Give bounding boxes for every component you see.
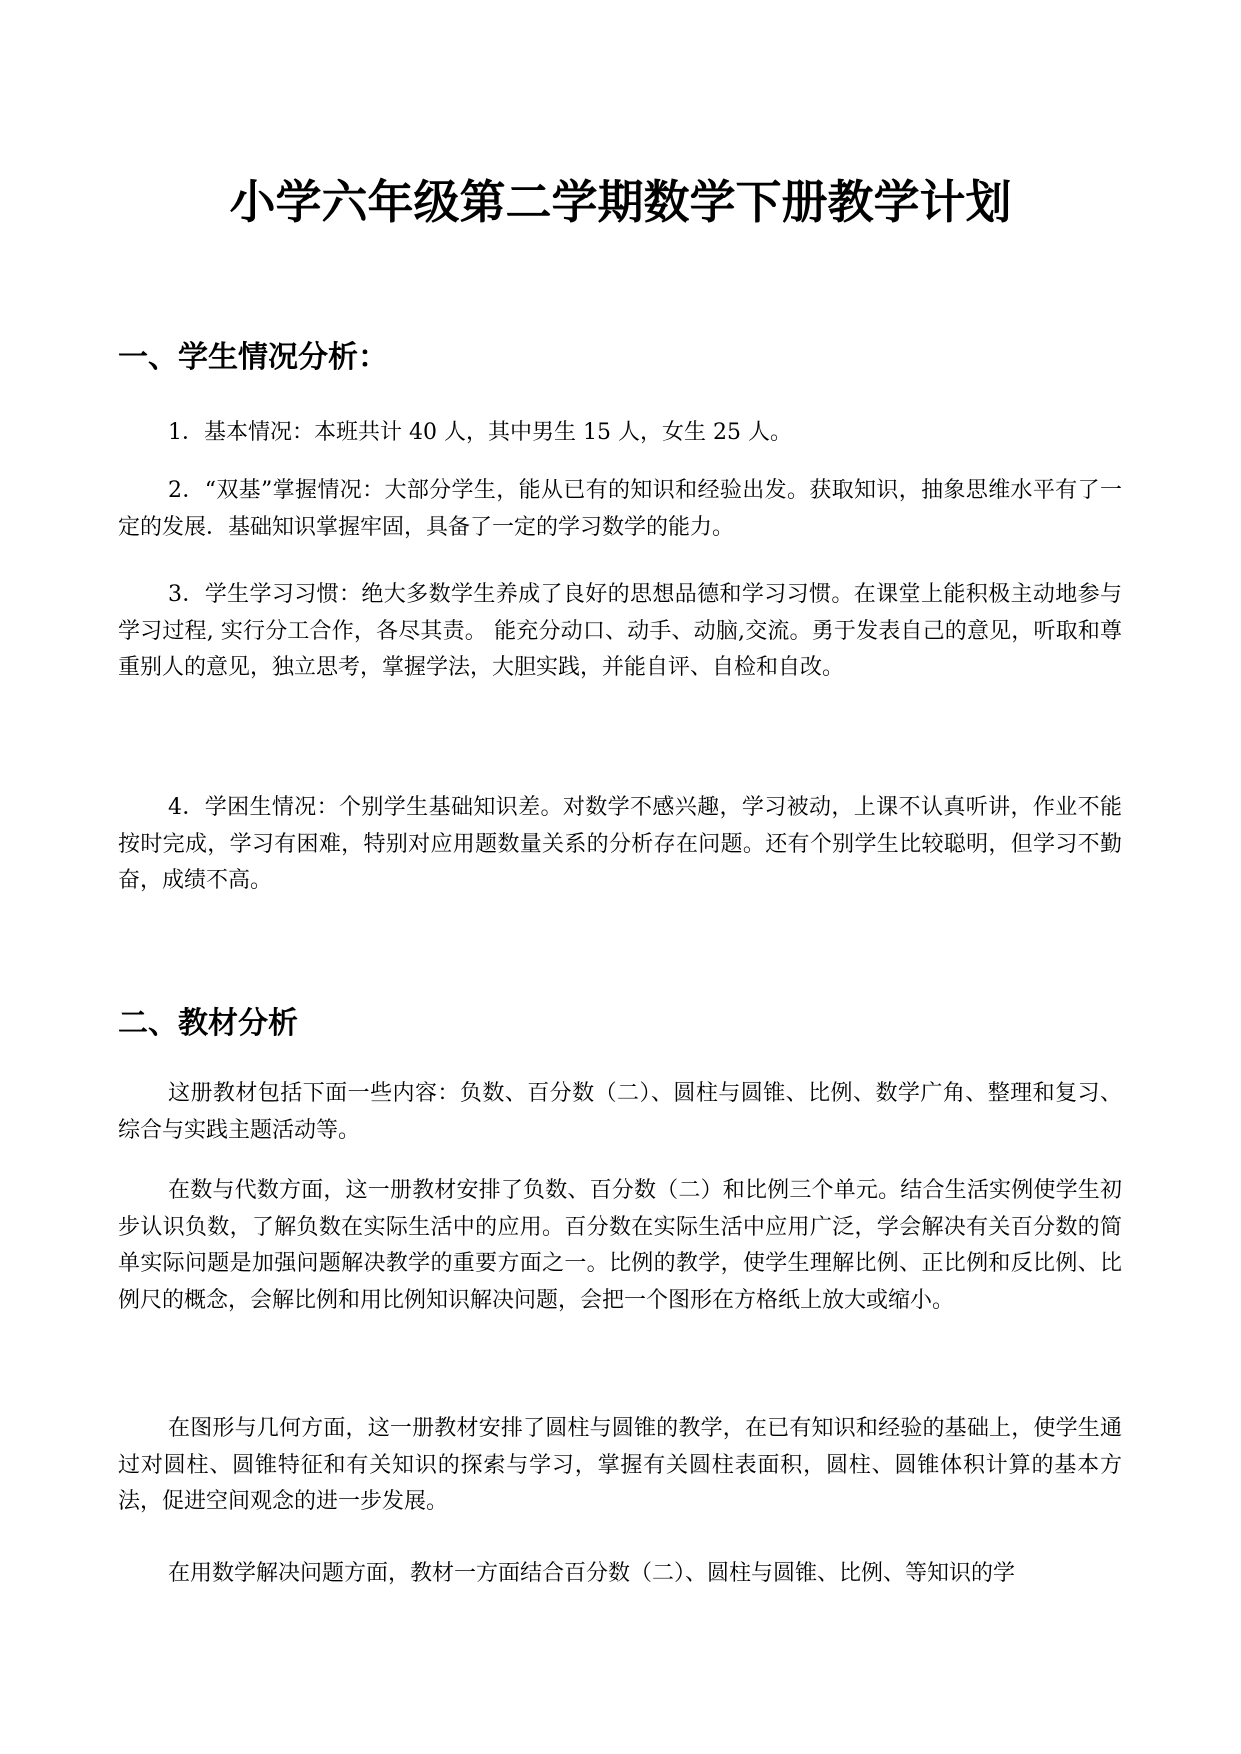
paragraph-problem-solving: 在用数学解决问题方面，教材一方面结合百分数（二）、圆柱与圆锥、比例、等知识的学 (168, 1561, 1016, 1586)
paragraph-geometry: 在图形与几何方面，这一册教材安排了圆柱与圆锥的教学，在已有知识和经验的基础上，使学生通过对圆柱、圆锥特征和有关知识的探索与学习，掌握有关圆柱表面积，圆柱、圆锥体积计算的基本方法，促进空间观念的进一步发展。 (118, 1416, 1122, 1514)
page-title: 小学六年级第二学期数学下册教学计划 (229, 175, 1012, 229)
paragraph-double-basics: 2．“双基”掌握情况：大部分学生，能从已有的知识和经验出发。获取知识，抽象思维水平有了一定的发展．基础知识掌握牢固，具备了一定的学习数学的能力。 (118, 478, 1122, 540)
paragraph-struggling-students: 4．学困生情况：个别学生基础知识差。对数学不感兴趣，学习被动，上课不认真听讲，作业不能按时完成，学习有困难，特别对应用题数量关系的分析存在问题。还有个别学生比较聪明，但学习不勤奋，成绩不高。 (118, 795, 1122, 893)
paragraph-basic-situation: 1．基本情况：本班共计 40 人，其中男生 15 人，女生 25 人。 (168, 420, 792, 445)
paragraph-study-habits: 3．学生学习习惯：绝大多数学生养成了良好的思想品德和学习习惯。在课堂上能积极主动地参与学习过程, 实行分工合作，各尽其责。 能充分动口、动手、动脑,交流。勇于发表自己的意见，听取和尊重别人的意见，独立思考，掌握学法，大胆实践，并能自评、自检和自改。 (118, 582, 1122, 680)
section-heading-student-analysis: 一、学生情况分析： (118, 340, 388, 375)
paragraph-numbers-algebra: 在数与代数方面，这一册教材安排了负数、百分数（二）和比例三个单元。结合生活实例使学生初步认识负数，了解负数在实际生活中的应用。百分数在实际生活中应用广泛，学会解决有关百分数的简单实际问题是加强问题解决教学的重要方面之一。比例的教学，使学生理解比例、正比例和反比例、比例尺的概念，会解比例和用比例知识解决问题，会把一个图形在方格纸上放大或缩小。 (118, 1178, 1122, 1313)
section-heading-textbook-analysis: 二、教材分析 (118, 1006, 298, 1041)
paragraph-textbook-contents: 这册教材包括下面一些内容：负数、百分数（二）、圆柱与圆锥、比例、数学广角、整理和复习、综合与实践主题活动等。 (118, 1081, 1122, 1143)
